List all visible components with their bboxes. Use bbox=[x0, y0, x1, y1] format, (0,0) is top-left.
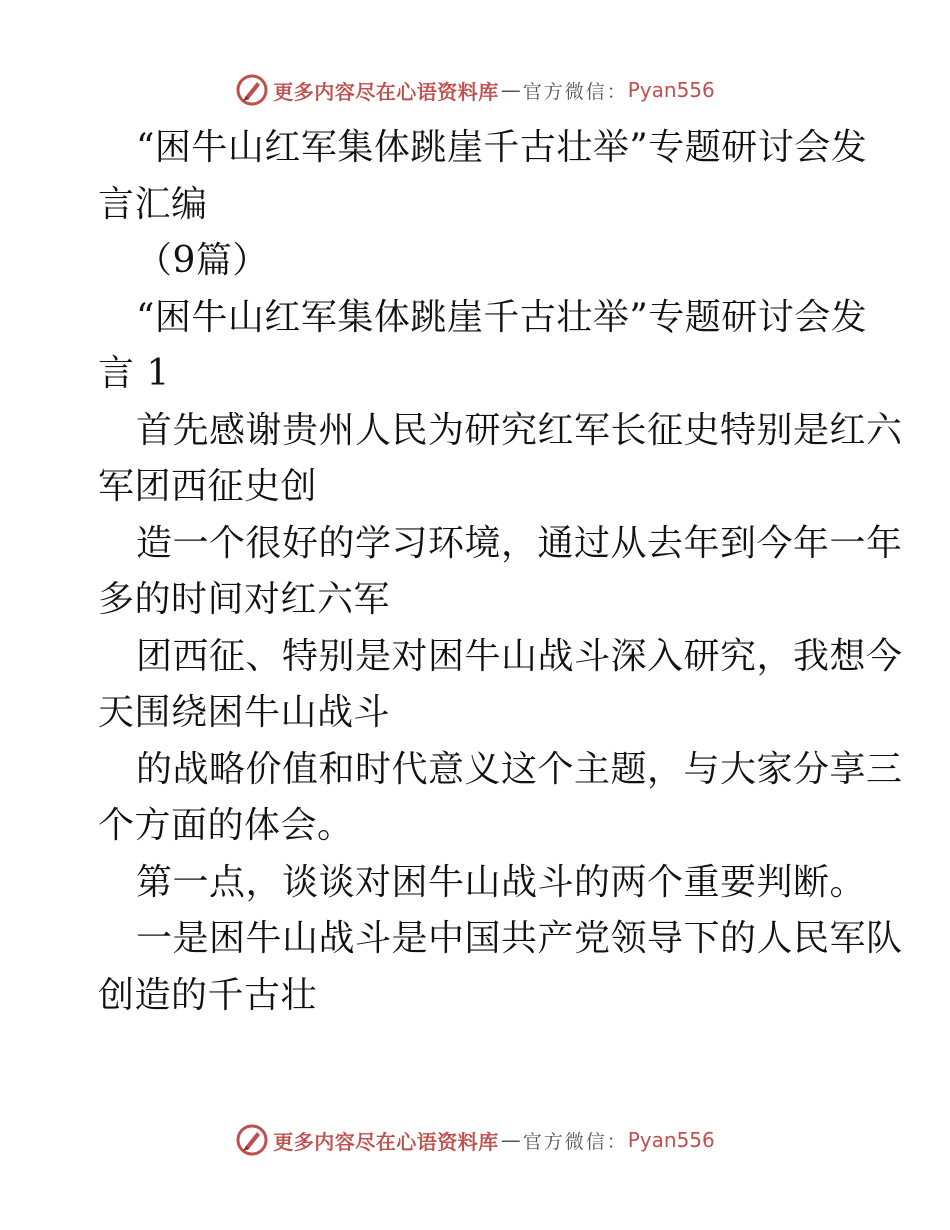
footer-watermark bbox=[0, 1120, 950, 1160]
pen-seal-icon bbox=[235, 73, 269, 107]
watermark-wechat-id: Pyan556 bbox=[627, 78, 715, 102]
pen-seal-icon bbox=[235, 1123, 269, 1157]
section-heading-line-2: 言 1 bbox=[98, 353, 170, 394]
paragraph-line: 首先感谢贵州人民为研究红军长征史特别是红六 bbox=[136, 409, 903, 451]
paragraph-line: 一是困牛山战斗是中国共产党领导下的人民军队 bbox=[136, 918, 903, 959]
header-watermark bbox=[0, 70, 950, 110]
watermark-dash: — bbox=[500, 78, 521, 102]
watermark-dash: — bbox=[500, 1128, 521, 1152]
watermark-label: 官方微信： bbox=[522, 1130, 628, 1153]
paragraph-line: 造一个很好的学习环境，通过从去年到今年一年 bbox=[136, 522, 903, 564]
document-subtitle: （9篇） bbox=[136, 240, 269, 281]
watermark-text: 更多内容尽在心语资料库 bbox=[273, 79, 499, 104]
document-title-line-1: “困牛山红军集体跳崖千古壮举”专题研讨会发 bbox=[136, 127, 868, 168]
document-title-line-2: 言汇编 bbox=[98, 183, 208, 225]
watermark-text: 更多内容尽在心语资料库 bbox=[273, 1129, 499, 1154]
paragraph-line: 多的时间对红六军 bbox=[98, 579, 391, 620]
paragraph-line: 创造的千古壮 bbox=[98, 974, 318, 1016]
paragraph-line: 团西征、特别是对困牛山战斗深入研究，我想今 bbox=[136, 635, 903, 677]
paragraph-line: 第一点，谈谈对困牛山战斗的两个重要判断。 bbox=[136, 861, 867, 903]
watermark-wechat-id: Pyan556 bbox=[627, 1128, 715, 1152]
paragraph-line: 军团西征史创 bbox=[98, 466, 318, 507]
paragraph-line: 的战略价值和时代意义这个主题，与大家分享三 bbox=[136, 748, 903, 790]
section-heading-line-1: “困牛山红军集体跳崖千古壮举”专题研讨会发 bbox=[136, 296, 868, 338]
paragraph-line: 个方面的体会。 bbox=[98, 805, 354, 846]
watermark-label: 官方微信： bbox=[522, 80, 628, 103]
paragraph-line: 天围绕困牛山战斗 bbox=[98, 692, 391, 733]
document-body bbox=[98, 120, 903, 1024]
